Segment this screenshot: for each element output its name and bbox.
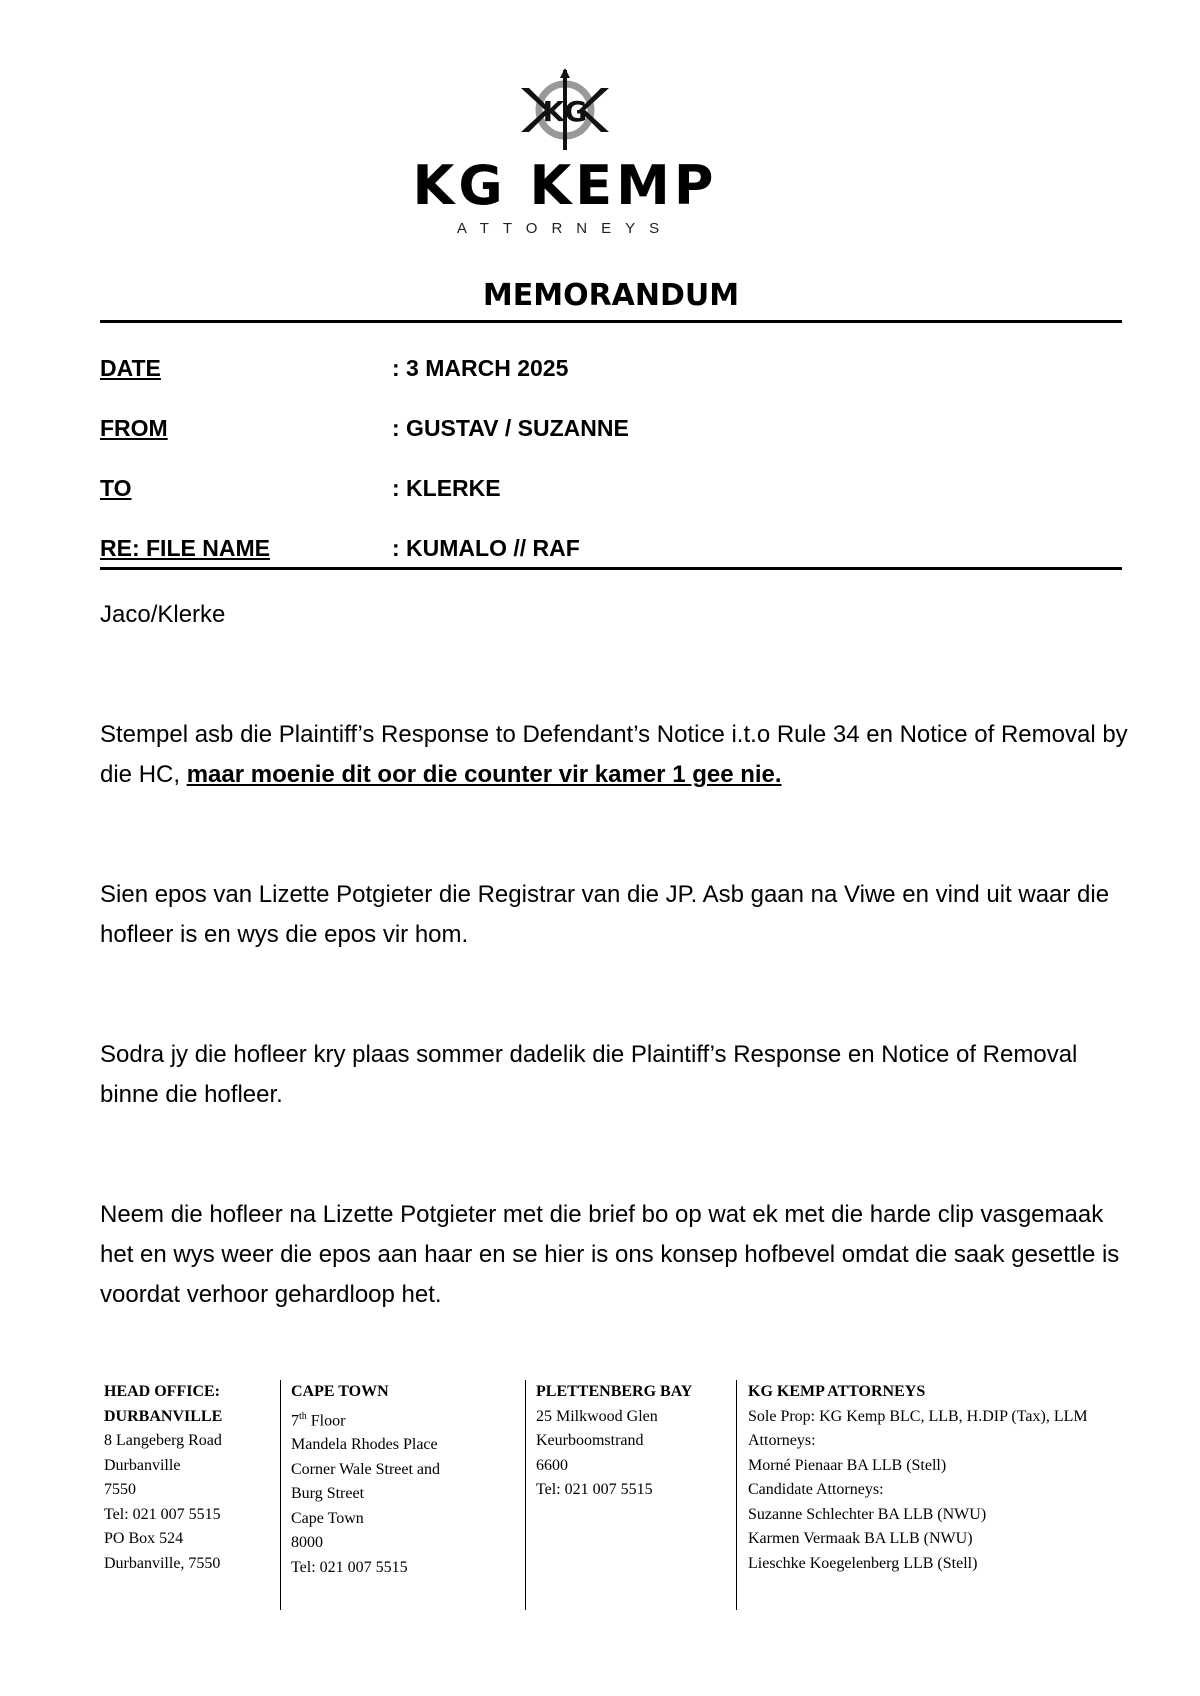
floor-number: 7: [291, 1411, 299, 1429]
footer-line: 8000: [291, 1534, 323, 1552]
footer-line: Suzanne Schlechter BA LLB (NWU): [748, 1505, 987, 1523]
footer-heading: CAPE TOWN: [291, 1383, 389, 1400]
footer-head-office: [104, 1380, 274, 1610]
footer-line: Corner Wale Street and: [291, 1460, 441, 1478]
footer-line: Burg Street: [291, 1485, 365, 1503]
footer-line: PO Box 524: [104, 1530, 184, 1547]
header-row-date: [100, 355, 1122, 389]
letterhead-footer: [100, 1380, 1122, 1610]
paragraph-2: Sien epos van Lizette Potgieter die Registrar van die JP. Asb gaan na Viwe en vind uit waar die hofleer is en wys die epos vir hom.: [100, 881, 1110, 948]
logo-firm-name: KG KEMP: [412, 154, 718, 217]
firm-logo: [400, 68, 730, 240]
header-bottom-rule: [100, 567, 1122, 570]
header-value: : GUSTAV / SUZANNE: [392, 415, 629, 441]
footer-heading: DURBANVILLE: [104, 1407, 223, 1425]
footer-line: Durbanville: [104, 1456, 181, 1474]
paragraph-4: Neem die hofleer na Lizette Potgieter met die brief bo op wat ek met die harde clip vasgemaak het en wys weer die epos aan haar en se hier is ons konsep hofbevel omdat die saak gesettle is voordat verhoor gehardloop het.: [100, 1201, 1120, 1308]
footer-line: Candidate Attorneys:: [748, 1481, 884, 1498]
footer-line: Tel: 021 007 5515: [104, 1505, 221, 1523]
header-label: FROM: [100, 415, 168, 441]
footer-line: Tel: 021 007 5515: [536, 1481, 653, 1498]
header-value: : KLERKE: [392, 475, 501, 501]
footer-line: Morné Pienaar BA LLB (Stell): [748, 1456, 947, 1474]
footer-heading: HEAD OFFICE:: [104, 1383, 220, 1400]
header-label: TO: [100, 475, 132, 501]
footer-line: Lieschke Koegelenberg LLB (Stell): [748, 1554, 978, 1572]
paragraph-1-emphasis: maar moenie dit oor die counter vir kamer 1 gee nie.: [186, 761, 782, 788]
footer-line: Karmen Vermaak BA LLB (NWU): [748, 1530, 973, 1547]
kg-emblem-icon: [515, 68, 615, 152]
footer-heading: PLETTENBERG BAY: [536, 1383, 693, 1400]
footer-line: 25 Milkwood Glen: [536, 1407, 658, 1425]
logo-monogram: KG: [542, 95, 588, 128]
footer-line: Mandela Rhodes Place: [291, 1436, 438, 1454]
header-row-to: [100, 475, 1122, 509]
footer-line: 6600: [536, 1456, 568, 1474]
header-row-file-name: [100, 535, 1122, 569]
floor-word: Floor: [310, 1411, 346, 1429]
footer-line: 7550: [104, 1481, 136, 1498]
header-row-from: [100, 415, 1122, 449]
footer-line: Attorneys:: [748, 1432, 816, 1449]
header-value: : 3 MARCH 2025: [392, 355, 569, 381]
footer-floor-line: [291, 1405, 526, 1434]
footer-firm-details: [736, 1380, 1123, 1610]
header-label: RE: FILE NAME: [100, 535, 270, 561]
paragraph-3: Sodra jy die hofleer kry plaas sommer dadelik die Plaintiff’s Response en Notice of Removal binne die hofleer.: [100, 1041, 1078, 1108]
footer-line: Cape Town: [291, 1509, 364, 1527]
header-top-rule: [100, 320, 1122, 323]
footer-line: Tel: 021 007 5515: [291, 1558, 408, 1576]
footer-line: Keurboomstrand: [536, 1432, 644, 1449]
paragraph-1-text: Stempel asb die Plaintiff’s Response to Defendant’s Notice i.t.o Rule 34 en Notice of Removal by die HC,: [100, 721, 1128, 788]
memo-title: MEMORANDUM: [482, 278, 740, 313]
footer-heading: KG KEMP ATTORNEYS: [748, 1383, 926, 1400]
floor-suffix: th: [299, 1410, 307, 1422]
footer-line: Durbanville, 7550: [104, 1554, 221, 1572]
footer-sole-prop: Sole Prop: KG Kemp BLC, LLB, H.DIP (Tax), LLM: [748, 1407, 1088, 1425]
header-value: : KUMALO // RAF: [392, 535, 580, 561]
salutation: Jaco/Klerke: [100, 601, 226, 628]
footer-cape-town: [280, 1380, 526, 1610]
footer-line: 8 Langeberg Road: [104, 1432, 222, 1449]
footer-plettenberg-bay: [525, 1380, 736, 1610]
logo-subtitle: ATTORNEYS: [456, 220, 674, 237]
header-label: DATE: [100, 355, 161, 381]
paragraph-1: [100, 715, 1130, 795]
